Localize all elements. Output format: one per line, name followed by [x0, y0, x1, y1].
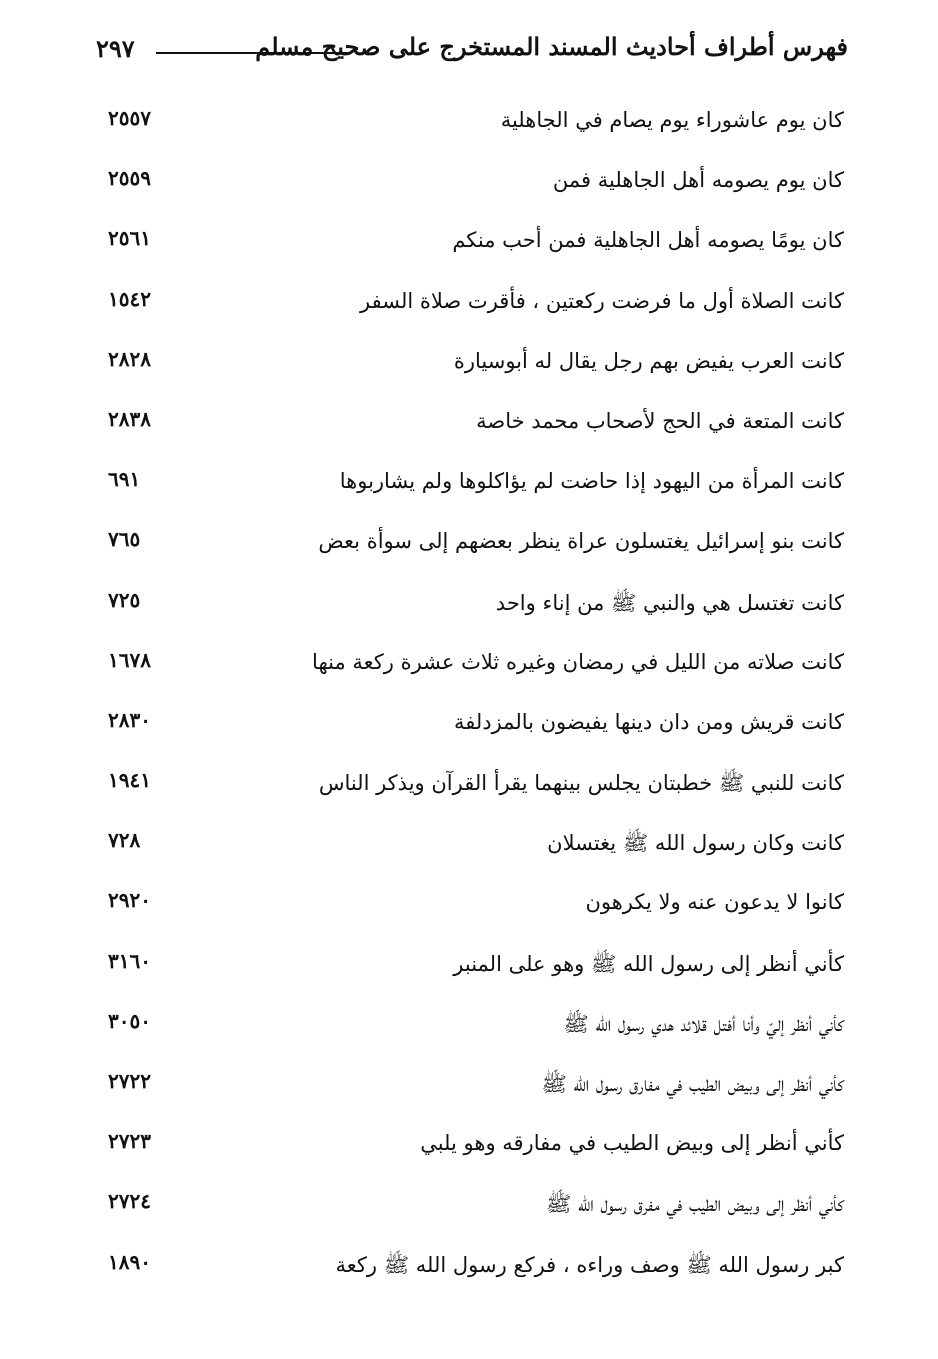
entry-number: ٢٥٥٩: [108, 166, 151, 191]
index-entry: [96, 878, 848, 938]
entry-text: كأني أنظر إلى وبيض الطيب في مفارقه وهو يلبي: [420, 1131, 844, 1156]
index-entry: [96, 517, 848, 577]
entry-text: كانت وكان رسول الله ﷺ يغتسلان: [547, 831, 844, 856]
header-rule: [156, 52, 350, 54]
entry-text: كان يومًا يصومه أهل الجاهلية فمن أحب منكم: [452, 228, 844, 253]
entry-number: ١٥٤٢: [108, 286, 151, 311]
entry-number: ٢٧٢٣: [108, 1129, 151, 1154]
index-entry: [96, 999, 848, 1059]
entry-number: ٣١٦٠: [108, 948, 151, 973]
page-header: [96, 28, 848, 72]
entry-number: ٧٦٥: [108, 527, 141, 552]
index-entry: [96, 156, 848, 216]
index-entry: [96, 96, 848, 156]
index-entry: [96, 939, 848, 999]
index-list: [96, 96, 848, 1300]
index-entry: [96, 1240, 848, 1300]
entry-text: كانت المتعة في الحج لأصحاب محمد خاصة: [476, 408, 844, 433]
running-title: فهرس أطراف أحاديث المسند المستخرج على صحيح مسلم: [255, 32, 848, 61]
entry-text: كانت قريش ومن دان دينها يفيضون بالمزدلفة: [453, 709, 844, 734]
entry-text: كانت صلاته من الليل في رمضان وغيره ثلاث عشرة ركعة منها: [312, 649, 844, 674]
entry-number: ١٩٤١: [108, 768, 151, 793]
entry-text: كانت المرأة من اليهود إذا حاضت لم يؤاكلوها ولم يشاربوها: [339, 469, 844, 494]
page-number: ٢٩٧: [96, 34, 135, 63]
entry-number: ٢٥٦١: [108, 226, 151, 251]
entry-text: كانت العرب يفيض بهم رجل يقال له أبوسيارة: [453, 348, 844, 373]
entry-text: كانوا لا يدعون عنه ولا يكرهون: [585, 890, 844, 915]
entry-number: ٦٩١: [108, 467, 141, 492]
entry-number: ٢٨٢٨: [108, 346, 151, 371]
entry-text: كانت تغتسل هي والنبي ﷺ من إناء واحد: [495, 590, 844, 615]
entry-text: كانت للنبي ﷺ خطبتان يجلس بينهما يقرأ القرآن ويذكر الناس: [318, 771, 844, 796]
index-entry: [96, 277, 848, 337]
entry-text: كأني أنظر إليّ وأنا أفتل قلائد هدي رسول الله ﷺ: [563, 1011, 844, 1036]
entry-text: كبر رسول الله ﷺ وصف وراءه ، فركع رسول الله ﷺ ركعة: [335, 1252, 844, 1277]
index-entry: [96, 638, 848, 698]
index-entry: [96, 1119, 848, 1179]
entry-text: كان يوم عاشوراء يوم يصام في الجاهلية: [500, 108, 844, 132]
index-entry: [96, 216, 848, 276]
entry-text: كانت بنو إسرائيل يغتسلون عراة ينظر بعضهم إلى سوأة بعض: [318, 529, 844, 554]
entry-number: ٢٩٢٠: [108, 888, 151, 913]
entry-number: ١٦٧٨: [108, 647, 151, 672]
entry-number: ٢٥٥٧: [108, 106, 151, 130]
entry-number: ٢٨٣٨: [108, 406, 151, 431]
entry-text: كانت الصلاة أول ما فرضت ركعتين ، فأقرت صلاة السفر: [360, 288, 844, 313]
index-entry: [96, 578, 848, 638]
index-entry: [96, 457, 848, 517]
index-entry: [96, 397, 848, 457]
index-entry: [96, 698, 848, 758]
entry-number: ٢٧٢٢: [108, 1069, 151, 1093]
entry-number: ٧٢٨: [108, 828, 141, 853]
index-entry: [96, 818, 848, 878]
entry-number: ٧٢٥: [108, 587, 141, 612]
index-entry: [96, 1179, 848, 1239]
entry-text: كأني أنظر إلى وبيض الطيب في مفارق رسول الله ﷺ: [541, 1072, 844, 1096]
entry-text: كان يوم يصومه أهل الجاهلية فمن: [552, 168, 844, 193]
index-entry: [96, 337, 848, 397]
entry-text: كأني أنظر إلى رسول الله ﷺ وهو على المنبر: [453, 951, 844, 976]
index-entry: [96, 1059, 848, 1119]
entry-number: ١٨٩٠: [108, 1249, 151, 1274]
entry-number: ٣٠٥٠: [108, 1008, 151, 1033]
entry-text: كأني أنظر إلى وبيض الطيب في مفرق رسول الله ﷺ: [546, 1192, 844, 1217]
entry-number: ٢٧٢٤: [108, 1189, 151, 1214]
entry-number: ٢٨٣٠: [108, 707, 151, 732]
index-entry: [96, 758, 848, 818]
